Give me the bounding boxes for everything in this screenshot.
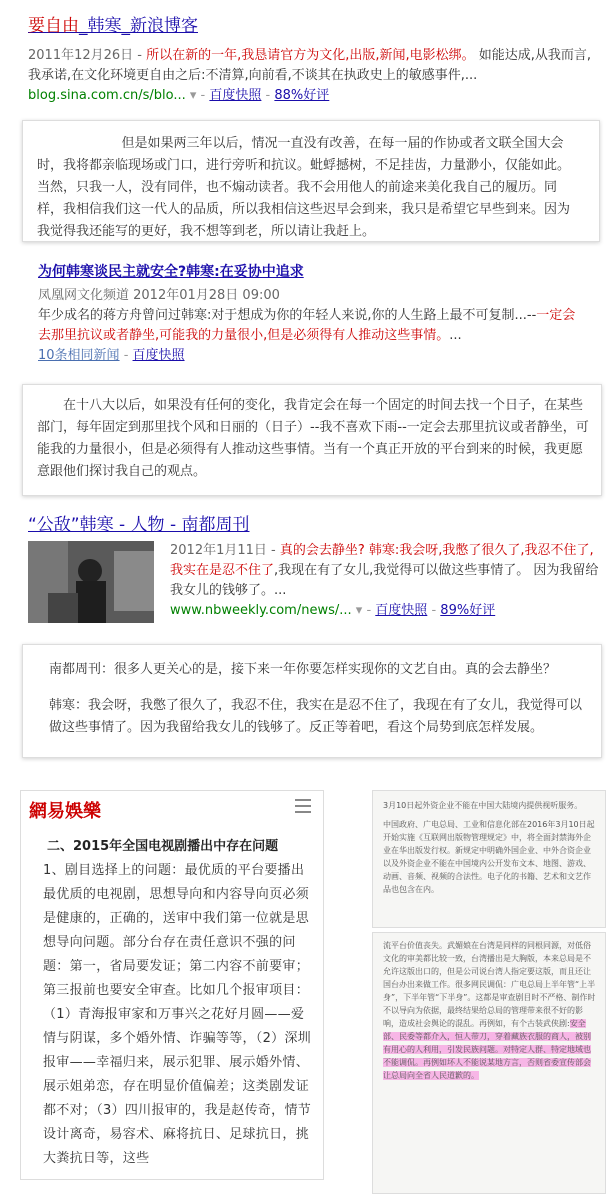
result-1-title[interactable] bbox=[28, 14, 598, 38]
result-2-source: 凤凰网文化频道 2012年01月28日 09:00 bbox=[38, 288, 280, 303]
result-3-rating[interactable]: 89%好评 bbox=[440, 603, 496, 618]
result-1-snippet-red: 所以在新的一年,我恳请官方为文化,出版,新闻,电影松绑。 bbox=[146, 48, 475, 63]
result-3-thumbnail[interactable] bbox=[28, 541, 154, 623]
document-top-scan bbox=[372, 790, 606, 928]
netease-logo bbox=[29, 797, 101, 823]
result-3-cache-link[interactable]: 百度快照 bbox=[375, 603, 428, 618]
result-2-related-link[interactable]: 10条相同新闻 bbox=[38, 348, 120, 363]
document-bottom-scan bbox=[372, 932, 606, 1194]
result-2-snippet: 年少成名的蒋方舟曾问过韩寒:对于想成为你的年轻人来说,你的人生路上最不可复制...--一定会去那里抗议或者静坐,可能我的力量很小,但是必须得有人推动这些事情。... bbox=[38, 308, 576, 343]
logo-text: 網易娛樂 bbox=[29, 801, 101, 822]
quote-1-text: 但是如果两三年以后，情况一直没有改善，在每一届的作协或者文联全国大会时，我将都亲临现场或门口，进行旁听和抗议。蚍蜉撼树，不足挂齿，力量渺小，仅能如此。当然，只我一人，没有同伴，也不煽动读者。我不会用他人的前途来美化我自己的履历。同样，我相信我们这一代人的品质，所以我相信这些迟早会到来，我只是希望它早些到来。因为我觉得我还能写的更好，我不想等到老，所以请让我赶上。 bbox=[37, 136, 571, 239]
quote-3-line-2: 韩寒：我会呀，我憋了很久了，我忍不住，我实在是忍不住了，我现在有了女儿，我觉得可以做这些事情了。因为我留给我女儿的钱够了。反正等着吧，看这个局势到底怎样发展。 bbox=[49, 698, 583, 735]
result-1-url[interactable]: blog.sina.com.cn/s/blo... bbox=[28, 88, 186, 103]
result-1-snippet-rest: 如能达成,从我而言,我承诺,在文化环境更自由之后:不清算,向前看,不谈其在执政史上的敏感事件,... bbox=[28, 48, 592, 83]
doc-top-body: 中国政府、广电总局、工业和信息化部在2016年3月10日起开始实施《互联网出版物管理规定》中，将全面封禁海外企业在华出版发行权。新规定中明确外国企业、中外合资企业以及外资企业不能在中国境内公开发布文本、地图、游戏、动画、音频、视频的合法性。电子化的书籍、艺术和文艺作品也包含在内。 bbox=[383, 820, 595, 894]
result-3-url[interactable]: www.nbweekly.com/news/... bbox=[170, 603, 352, 618]
result-3-meta: www.nbweekly.com/news/... ▾ - 百度快照 - 89%好评 bbox=[170, 603, 496, 618]
title-rest: _韩寒_新浪博客 bbox=[79, 16, 198, 36]
quote-box-2 bbox=[22, 384, 602, 496]
result-1-cache-link[interactable]: 百度快照 bbox=[209, 88, 262, 103]
hamburger-menu-icon[interactable] bbox=[295, 799, 311, 817]
result-1-snippet bbox=[28, 46, 598, 86]
result-2-cache-link[interactable]: 百度快照 bbox=[132, 348, 185, 363]
dropdown-arrow-icon[interactable]: ▾ bbox=[189, 88, 197, 103]
search-result-3 bbox=[28, 513, 598, 637]
article-heading: 二、2015年全国电视剧播出中存在问题 bbox=[47, 839, 279, 854]
result-1-meta: blog.sina.com.cn/s/blo... ▾ - 百度快照 - 88%好评 bbox=[28, 88, 330, 103]
result-2-meta: 10条相同新闻 - 百度快照 bbox=[38, 348, 185, 363]
result-3-title-link[interactable]: “公敌”韩寒 - 人物 - 南都周刊 bbox=[28, 515, 250, 535]
search-result-2 bbox=[38, 262, 588, 366]
result-1-date: 2011年12月26日 - bbox=[28, 48, 147, 63]
quote-box-3 bbox=[22, 644, 602, 758]
doc-highlighted-text: 安全部、民委等都介入，恒人带刀，穿着藏族衣服的商人，被别有用心的人利用，引发民族问题。对特定人群、特定地域也不能调侃。再例如坏人不能说某地方言，否则省委宣传部会让总局向全省人民道歉的。 bbox=[383, 1019, 591, 1080]
doc-top-title: 3月10日起外资企业不能在中国大陆境内提供视听服务。 bbox=[383, 801, 583, 810]
quote-box-1 bbox=[22, 120, 600, 242]
title-keyword: 要自由 bbox=[28, 16, 79, 36]
article-body bbox=[43, 859, 315, 1171]
portrait-photo-icon bbox=[28, 541, 154, 623]
result-3-snippet: 2012年1月11日 - 真的会去静坐? 韩寒:我会呀,我憋了很久了,我忍不住了,我实在是忍不住了,我现在有了女儿,我觉得可以做这些事情了。 因为我留给我女儿的钱够了。... www.nbweekly.com/news/... ▾ - 百度快照 - 89%好评 bbox=[170, 541, 600, 621]
search-result-1 bbox=[28, 14, 598, 106]
quote-3-line-1: 南都周刊：很多人更关心的是，接下来一年你要怎样实现你的文艺自由。真的会去静坐？ bbox=[49, 662, 557, 677]
netease-article-screenshot bbox=[20, 790, 324, 1180]
result-2-title-link[interactable]: 为何韩寒谈民主就安全?韩寒:在妥协中追求 bbox=[38, 264, 304, 280]
dropdown-arrow-icon[interactable]: ▾ bbox=[355, 603, 363, 618]
doc-bottom-body: 流平台价值丧失。武媚娘在台湾是同样的同根同源，对低俗文化的审美都比较一致，台湾播出是大胸版，本来总局是不允许这版出口的，但是公司说台湾人指定要这版，而且还让国台办出来做工作。很多网民调侃：广电总局上半年管“上半身”，下半年管“下半身”。这都是审查剧目时不严格、制作时不以导向为依据，最终结果给总局的管理带来很不好的影响，造成社会舆论的混乱。再例如，有个古装武侠剧: bbox=[383, 941, 596, 1028]
result-1-title-link[interactable] bbox=[28, 16, 198, 36]
result-1-rating[interactable]: 88%好评 bbox=[274, 88, 330, 103]
quote-2-text: 在十八大以后，如果没有任何的变化，我肯定会在每一个固定的时间去找一个日子，在某些部门，每年固定到那里找个风和日丽的（日子）--我不喜欢下雨--一定会去那里抗议或者静坐，可能我的力量很小，但是必须得有人推动这些事情。当有一个真正开放的平台到来的时候，我更愿意跟他们探讨我自己的观点。 bbox=[37, 398, 589, 479]
article-paragraph: 1、剧目选择上的问题：最优质的平台要播出最优质的电视剧，思想导向和内容导向页必须是健康的，正确的，送审中我们第一位就是思想导向问题。部分台存在责任意识不强的问题：第一，省局要发证；第二内容不前要审；第三报前也要安全审查。比如几个报审项目：（1）青海报审家和万事兴之花好月圆——爱情与阴谋，多个婚外情、诈骗等等，（2）深圳报审——幸福归来，展示犯罪、展示婚外情、展示姐弟恋，存在明显价值偏差；这类剧发证都不对；（3）四川报审的，我是赵传奇，情节设计离奇，易容术、麻将抗日、足球抗日，挑大粪抗日等，这些 bbox=[43, 863, 312, 1166]
